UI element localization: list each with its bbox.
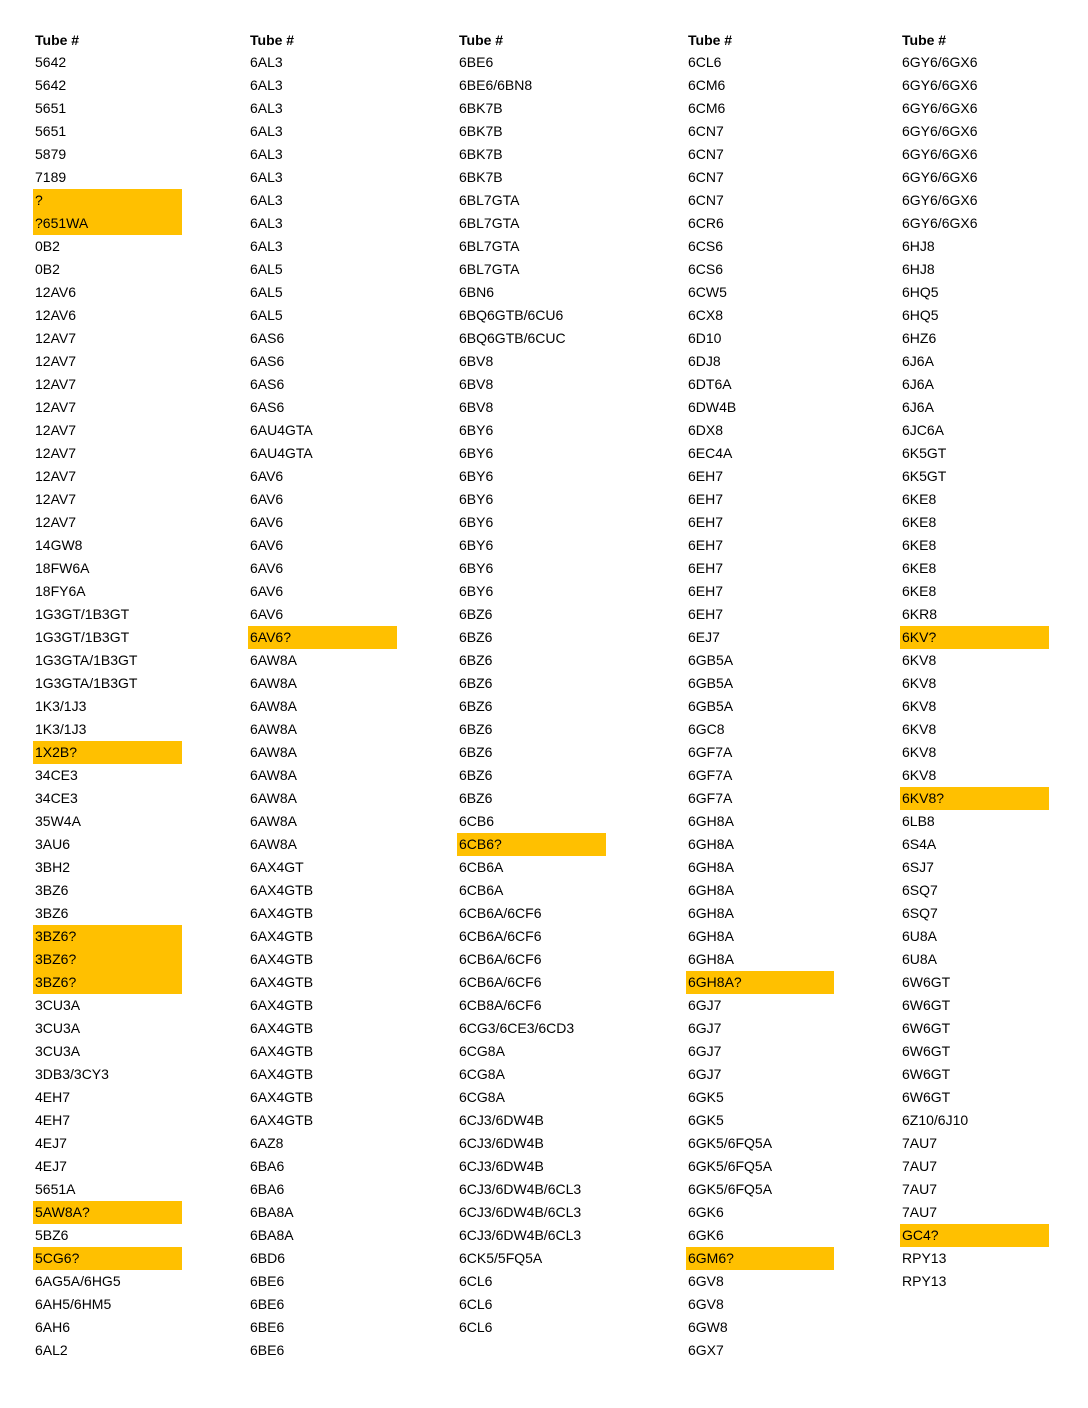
tube-cell: 6CK5/5FQ5A xyxy=(459,1250,543,1266)
tube-cell: 6CG3/6CE3/6CD3 xyxy=(459,1020,575,1036)
highlighted-tube-cell: 5AW8A? xyxy=(33,1201,182,1224)
highlighted-tube-cell: ?651WA xyxy=(33,212,182,235)
tube-cell: 6AX4GTB xyxy=(250,951,314,967)
tube-cell: 6GY6/6GX6 xyxy=(902,100,978,116)
tube-cell: 6AS6 xyxy=(250,399,285,415)
tube-cell: 6AU4GTA xyxy=(250,445,313,461)
tube-cell: 6GY6/6GX6 xyxy=(902,146,978,162)
tube-cell: 6BE6 xyxy=(250,1273,285,1289)
tube-cell: 6BK7B xyxy=(459,146,503,162)
tube-cell: 6KE8 xyxy=(902,514,937,530)
tube-cell: 6GV8 xyxy=(688,1296,724,1312)
tube-cell: 6AW8A xyxy=(250,836,297,852)
tube-cell: 12AV7 xyxy=(35,353,76,369)
highlighted-tube-cell: 6KV? xyxy=(900,626,1049,649)
highlighted-tube-cell: 6GH8A? xyxy=(686,971,834,994)
tube-cell: 6GY6/6GX6 xyxy=(902,192,978,208)
tube-cell: 6EH7 xyxy=(688,583,724,599)
tube-cell: 6CX8 xyxy=(688,307,724,323)
tube-cell: 6AW8A xyxy=(250,675,297,691)
tube-cell: 6DT6A xyxy=(688,376,732,392)
tube-column-2 xyxy=(248,29,397,1362)
tube-cell: 6GC8 xyxy=(688,721,725,737)
tube-cell: 6AH6 xyxy=(35,1319,71,1335)
tube-cell: 6W6GT xyxy=(902,1066,951,1082)
tube-cell: 6EH7 xyxy=(688,468,724,484)
tube-cell: 6CW5 xyxy=(688,284,727,300)
tube-cell: 14GW8 xyxy=(35,537,83,553)
tube-cell: 6AX4GTB xyxy=(250,1066,314,1082)
tube-cell: 1K3/1J3 xyxy=(35,721,87,737)
tube-cell: 6GH8A xyxy=(688,859,734,875)
tube-cell: 3BZ6 xyxy=(35,882,69,898)
tube-cell: 6AV6 xyxy=(250,560,284,576)
highlighted-tube-cell: 6GM6? xyxy=(686,1247,834,1270)
tube-cell: 6BY6 xyxy=(459,491,494,507)
tube-cell: 6BY6 xyxy=(459,537,494,553)
tube-cell: 6EH7 xyxy=(688,491,724,507)
tube-cell: 6BA6 xyxy=(250,1181,285,1197)
tube-cell: 6J6A xyxy=(902,353,934,369)
tube-cell: 6AV6 xyxy=(250,537,284,553)
tube-cell: 3AU6 xyxy=(35,836,71,852)
tube-cell: 6AX4GT xyxy=(250,859,304,875)
tube-cell: 6HJ8 xyxy=(902,238,935,254)
column-header: Tube # xyxy=(688,32,733,48)
tube-cell: 6AL2 xyxy=(35,1342,68,1358)
tube-cell: 6CB6 xyxy=(459,813,495,829)
tube-cell: 6BE6 xyxy=(250,1342,285,1358)
tube-cell: 6AZ8 xyxy=(250,1135,284,1151)
tube-cell: 6KE8 xyxy=(902,583,937,599)
tube-cell: 6GY6/6GX6 xyxy=(902,54,978,70)
tube-cell: 6U8A xyxy=(902,928,938,944)
tube-cell: 4EJ7 xyxy=(35,1135,67,1151)
tube-cell: 4EH7 xyxy=(35,1112,71,1128)
tube-cell: 6LB8 xyxy=(902,813,935,829)
tube-cell: 0B2 xyxy=(35,261,60,277)
tube-cell: 6BL7GTA xyxy=(459,192,520,208)
tube-cell: 6EH7 xyxy=(688,514,724,530)
tube-cell: 6AW8A xyxy=(250,790,297,806)
tube-cell: 6GH8A xyxy=(688,882,734,898)
tube-cell: 6AL3 xyxy=(250,77,283,93)
tube-cell: 6DX8 xyxy=(688,422,724,438)
tube-cell: 4EH7 xyxy=(35,1089,71,1105)
tube-cell: 6GX7 xyxy=(688,1342,724,1358)
tube-cell: 6AX4GTB xyxy=(250,997,314,1013)
tube-cell: 3CU3A xyxy=(35,997,81,1013)
tube-cell: 6AW8A xyxy=(250,721,297,737)
tube-cell: 6GB5A xyxy=(688,675,734,691)
highlighted-tube-cell: GC4? xyxy=(900,1224,1049,1247)
tube-cell: 6GF7A xyxy=(688,767,733,783)
tube-cell: 6CB6A xyxy=(459,859,504,875)
tube-cell: 6BQ6GTB/6CU6 xyxy=(459,307,564,323)
tube-cell: 6BK7B xyxy=(459,123,503,139)
tube-cell: 6AX4GTB xyxy=(250,1112,314,1128)
tube-cell: 5BZ6 xyxy=(35,1227,69,1243)
tube-cell: 6EJ7 xyxy=(688,629,720,645)
tube-column-1 xyxy=(33,29,182,1362)
tube-cell: 6EH7 xyxy=(688,606,724,622)
tube-cell: 6W6GT xyxy=(902,1020,951,1036)
tube-cell: 6CJ3/6DW4B xyxy=(459,1135,544,1151)
tube-cell: 1G3GT/1B3GT xyxy=(35,606,130,622)
tube-cell: 12AV7 xyxy=(35,514,76,530)
tube-cell: 6EH7 xyxy=(688,537,724,553)
tube-cell: 6AX4GTB xyxy=(250,905,314,921)
tube-cell: 6CN7 xyxy=(688,192,724,208)
tube-cell: 5651 xyxy=(35,123,67,139)
tube-cell: 6GB5A xyxy=(688,652,734,668)
tube-cell: 1K3/1J3 xyxy=(35,698,87,714)
tube-cell: 12AV7 xyxy=(35,399,76,415)
tube-cell: 6GY6/6GX6 xyxy=(902,169,978,185)
tube-cell: 6AL3 xyxy=(250,146,283,162)
tube-cell: 6BQ6GTB/6CUC xyxy=(459,330,566,346)
tube-cell: 6CJ3/6DW4B xyxy=(459,1112,544,1128)
tube-cell: 6GJ7 xyxy=(688,997,722,1013)
tube-cell: 6KV8 xyxy=(902,698,937,714)
tube-cell: 6CS6 xyxy=(688,261,724,277)
tube-cell: 6J6A xyxy=(902,376,934,392)
tube-cell: 6CJ3/6DW4B/6CL3 xyxy=(459,1181,582,1197)
tube-cell: 6BL7GTA xyxy=(459,215,520,231)
tube-cell: 7AU7 xyxy=(902,1135,938,1151)
tube-cell: 7189 xyxy=(35,169,67,185)
tube-cell: 6EC4A xyxy=(688,445,733,461)
tube-cell: 6GH8A xyxy=(688,905,734,921)
tube-cell: 6BV8 xyxy=(459,376,494,392)
tube-cell: 6D10 xyxy=(688,330,722,346)
tube-cell: 1G3GT/1B3GT xyxy=(35,629,130,645)
tube-cell: 6AS6 xyxy=(250,353,285,369)
tube-cell: 6CB8A/6CF6 xyxy=(459,997,542,1013)
tube-cell: 6AU4GTA xyxy=(250,422,313,438)
tube-cell: 6GV8 xyxy=(688,1273,724,1289)
tube-cell: 6AV6 xyxy=(250,583,284,599)
tube-cell: 6GK6 xyxy=(688,1227,724,1243)
tube-cell: 6KV8 xyxy=(902,652,937,668)
tube-cell: 6KV8 xyxy=(902,767,937,783)
tube-cell: 6Z10/6J10 xyxy=(902,1112,969,1128)
tube-cell: 6CN7 xyxy=(688,146,724,162)
tube-cell: 6AX4GTB xyxy=(250,1020,314,1036)
tube-cell: 6BN6 xyxy=(459,284,495,300)
tube-cell: 6BL7GTA xyxy=(459,261,520,277)
tube-cell: 6CB6A xyxy=(459,882,504,898)
tube-cell: 6BZ6 xyxy=(459,652,493,668)
tube-cell: 18FY6A xyxy=(35,583,86,599)
tube-cell: 6SQ7 xyxy=(902,882,938,898)
tube-cell: 6EH7 xyxy=(688,560,724,576)
tube-cell: 7AU7 xyxy=(902,1181,938,1197)
tube-cell: 12AV7 xyxy=(35,422,76,438)
tube-cell: 3BZ6 xyxy=(35,905,69,921)
tube-cell: 6BA6 xyxy=(250,1158,285,1174)
tube-cell: 18FW6A xyxy=(35,560,90,576)
column-header: Tube # xyxy=(35,32,80,48)
tube-cell: RPY13 xyxy=(902,1250,947,1266)
tube-cell: 6BA8A xyxy=(250,1204,294,1220)
column-header: Tube # xyxy=(902,32,947,48)
tube-cell: 6GY6/6GX6 xyxy=(902,77,978,93)
tube-cell: 6K5GT xyxy=(902,468,947,484)
tube-cell: 12AV7 xyxy=(35,376,76,392)
highlighted-tube-cell: 3BZ6? xyxy=(33,971,182,994)
tube-cell: 6BY6 xyxy=(459,583,494,599)
tube-cell: 6BY6 xyxy=(459,560,494,576)
tube-cell: 6GK5/6FQ5A xyxy=(688,1135,773,1151)
tube-cell: 6AL3 xyxy=(250,238,283,254)
tube-cell: 6AV6 xyxy=(250,514,284,530)
tube-cell: 6BK7B xyxy=(459,169,503,185)
highlighted-tube-cell: 6AV6? xyxy=(248,626,397,649)
tube-cell: 7AU7 xyxy=(902,1158,938,1174)
tube-cell: RPY13 xyxy=(902,1273,947,1289)
tube-cell: 6W6GT xyxy=(902,1089,951,1105)
tube-cell: 6AW8A xyxy=(250,652,297,668)
tube-cell: 3BH2 xyxy=(35,859,71,875)
tube-cell: 6CR6 xyxy=(688,215,724,231)
tube-cell: 6GF7A xyxy=(688,790,733,806)
tube-cell: 6GJ7 xyxy=(688,1020,722,1036)
tube-cell: 6AL3 xyxy=(250,169,283,185)
tube-cell: 6BZ6 xyxy=(459,744,493,760)
tube-cell: 6CG8A xyxy=(459,1066,505,1082)
tube-cell: 6BY6 xyxy=(459,445,494,461)
tube-cell: 6BZ6 xyxy=(459,629,493,645)
tube-cell: 12AV6 xyxy=(35,307,76,323)
tube-cell: 12AV7 xyxy=(35,491,76,507)
highlighted-tube-cell: 6KV8? xyxy=(900,787,1049,810)
tube-cell: 6GW8 xyxy=(688,1319,728,1335)
tube-cell: 6BZ6 xyxy=(459,675,493,691)
tube-cell: 35W4A xyxy=(35,813,81,829)
tube-cell: 6W6GT xyxy=(902,997,951,1013)
tube-cell: 6J6A xyxy=(902,399,934,415)
tube-cell: 6CG8A xyxy=(459,1043,505,1059)
tube-cell: 3CU3A xyxy=(35,1020,81,1036)
tube-cell: 6CB6A/6CF6 xyxy=(459,951,542,967)
tube-cell: 6AS6 xyxy=(250,376,285,392)
tube-cell: 5651A xyxy=(35,1181,76,1197)
tube-cell: 6CL6 xyxy=(459,1319,493,1335)
tube-cell: 6GH8A xyxy=(688,928,734,944)
tube-cell: 6AL5 xyxy=(250,284,283,300)
tube-cell: 6CM6 xyxy=(688,100,726,116)
tube-cell: 6CL6 xyxy=(688,54,722,70)
tube-cell: 6AX4GTB xyxy=(250,882,314,898)
tube-cell: 6BK7B xyxy=(459,100,503,116)
highlighted-tube-cell: 6CB6? xyxy=(457,833,606,856)
tube-cell: 6AV6 xyxy=(250,468,284,484)
tube-cell: 6DW4B xyxy=(688,399,737,415)
tube-cell: 6BE6 xyxy=(459,54,494,70)
tube-cell: 12AV7 xyxy=(35,468,76,484)
tube-cell: 6AW8A xyxy=(250,698,297,714)
tube-cell: 6CN7 xyxy=(688,169,724,185)
tube-cell: 6KE8 xyxy=(902,491,937,507)
tube-cell: 6AV6 xyxy=(250,491,284,507)
tube-cell: 6HQ5 xyxy=(902,284,939,300)
tube-cell: 6AX4GTB xyxy=(250,1043,314,1059)
tube-cell: 6BZ6 xyxy=(459,790,493,806)
tube-cell: 4EJ7 xyxy=(35,1158,67,1174)
tube-cell: 6BV8 xyxy=(459,399,494,415)
tube-cell: 6GK5 xyxy=(688,1089,724,1105)
tube-cell: 6U8A xyxy=(902,951,938,967)
tube-cell: 6CN7 xyxy=(688,123,724,139)
tube-cell: 6CG8A xyxy=(459,1089,505,1105)
tube-cell: 6BY6 xyxy=(459,422,494,438)
tube-cell: 6AL3 xyxy=(250,54,283,70)
tube-cell: 6CB6A/6CF6 xyxy=(459,928,542,944)
tube-cell: 6HJ8 xyxy=(902,261,935,277)
tube-cell: 6AW8A xyxy=(250,767,297,783)
tube-column-4 xyxy=(686,29,834,1362)
tube-cell: 6GK5/6FQ5A xyxy=(688,1181,773,1197)
column-header: Tube # xyxy=(250,32,295,48)
tube-cell: 6AL3 xyxy=(250,192,283,208)
tube-cell: 34CE3 xyxy=(35,767,78,783)
tube-cell: 12AV7 xyxy=(35,445,76,461)
tube-cell: 6BZ6 xyxy=(459,721,493,737)
tube-cell: 7AU7 xyxy=(902,1204,938,1220)
tube-cell: 6GF7A xyxy=(688,744,733,760)
tube-cell: 6GK5 xyxy=(688,1112,724,1128)
tube-cell: 6CS6 xyxy=(688,238,724,254)
tube-cell: 6BZ6 xyxy=(459,767,493,783)
tube-cell: 6SJ7 xyxy=(902,859,934,875)
tube-column-3 xyxy=(457,29,606,1339)
tube-cell: 3CU3A xyxy=(35,1043,81,1059)
tube-cell: 5642 xyxy=(35,54,67,70)
tube-cell: 6CJ3/6DW4B/6CL3 xyxy=(459,1204,582,1220)
highlighted-tube-cell: 5CG6? xyxy=(33,1247,182,1270)
tube-cell: 6CB6A/6CF6 xyxy=(459,974,542,990)
tube-column-5 xyxy=(900,29,1049,1293)
tube-cell: 6KE8 xyxy=(902,560,937,576)
tube-cell: 6BA8A xyxy=(250,1227,294,1243)
tube-cell: 6AL3 xyxy=(250,215,283,231)
tube-cell: 6CJ3/6DW4B/6CL3 xyxy=(459,1227,582,1243)
tube-cell: 34CE3 xyxy=(35,790,78,806)
highlighted-tube-cell: 1X2B? xyxy=(33,741,182,764)
tube-cell: 6CB6A/6CF6 xyxy=(459,905,542,921)
tube-cell: 1G3GTA/1B3GT xyxy=(35,652,138,668)
tube-cell: 6BE6 xyxy=(250,1296,285,1312)
tube-cell: 6DJ8 xyxy=(688,353,721,369)
tube-cell: 6GH8A xyxy=(688,813,734,829)
tube-cell: 6BD6 xyxy=(250,1250,286,1266)
tube-cell: 6GY6/6GX6 xyxy=(902,123,978,139)
tube-cell: 12AV6 xyxy=(35,284,76,300)
tube-cell: 6K5GT xyxy=(902,445,947,461)
tube-cell: 6S4A xyxy=(902,836,937,852)
tube-cell: 6W6GT xyxy=(902,974,951,990)
tube-cell: 6GH8A xyxy=(688,836,734,852)
tube-cell: 6BZ6 xyxy=(459,698,493,714)
column-header: Tube # xyxy=(459,32,504,48)
highlighted-tube-cell: ? xyxy=(33,189,182,212)
tube-cell: 1G3GTA/1B3GT xyxy=(35,675,138,691)
tube-cell: 6AL3 xyxy=(250,123,283,139)
tube-cell: 6AW8A xyxy=(250,813,297,829)
tube-cell: 6HQ5 xyxy=(902,307,939,323)
tube-cell: 6BE6/6BN8 xyxy=(459,77,533,93)
tube-cell: 6GK5/6FQ5A xyxy=(688,1158,773,1174)
tube-cell: 12AV7 xyxy=(35,330,76,346)
highlighted-tube-cell: 3BZ6? xyxy=(33,948,182,971)
tube-cell: 0B2 xyxy=(35,238,60,254)
tube-cell: 6GJ7 xyxy=(688,1066,722,1082)
tube-cell: 6BY6 xyxy=(459,468,494,484)
tube-cell: 6W6GT xyxy=(902,1043,951,1059)
tube-cell: 6HZ6 xyxy=(902,330,937,346)
tube-cell: 6GY6/6GX6 xyxy=(902,215,978,231)
tube-cell: 6JC6A xyxy=(902,422,945,438)
tube-cell: 6KV8 xyxy=(902,744,937,760)
tube-cell: 6AL5 xyxy=(250,261,283,277)
tube-cell: 6AW8A xyxy=(250,744,297,760)
tube-cell: 6AV6 xyxy=(250,606,284,622)
tube-cell: 6BZ6 xyxy=(459,606,493,622)
tube-cell: 6SQ7 xyxy=(902,905,938,921)
highlighted-tube-cell: 3BZ6? xyxy=(33,925,182,948)
tube-cell: 6AX4GTB xyxy=(250,974,314,990)
tube-cell: 5642 xyxy=(35,77,67,93)
tube-cell: 6AH5/6HM5 xyxy=(35,1296,112,1312)
tube-cell: 6CM6 xyxy=(688,77,726,93)
tube-cell: 6GJ7 xyxy=(688,1043,722,1059)
tube-cell: 6GB5A xyxy=(688,698,734,714)
tube-cell: 3DB3/3CY3 xyxy=(35,1066,109,1082)
tube-cell: 6GH8A xyxy=(688,951,734,967)
tube-cell: 6BV8 xyxy=(459,353,494,369)
tube-cell: 6BY6 xyxy=(459,514,494,530)
tube-cell: 6KE8 xyxy=(902,537,937,553)
tube-cell: 6BE6 xyxy=(250,1319,285,1335)
tube-cell: 6GK6 xyxy=(688,1204,724,1220)
tube-cell: 6KV8 xyxy=(902,721,937,737)
tube-cell: 5879 xyxy=(35,146,67,162)
tube-cell: 6AX4GTB xyxy=(250,928,314,944)
tube-cell: 6AG5A/6HG5 xyxy=(35,1273,121,1289)
tube-cell: 5651 xyxy=(35,100,67,116)
tube-cell: 6AX4GTB xyxy=(250,1089,314,1105)
tube-cell: 6KV8 xyxy=(902,675,937,691)
tube-cell: 6AL5 xyxy=(250,307,283,323)
tube-cell: 6CJ3/6DW4B xyxy=(459,1158,544,1174)
tube-cell: 6KR8 xyxy=(902,606,938,622)
tube-cell: 6AS6 xyxy=(250,330,285,346)
tube-cell: 6BL7GTA xyxy=(459,238,520,254)
tube-cell: 6CL6 xyxy=(459,1273,493,1289)
tube-cell: 6CL6 xyxy=(459,1296,493,1312)
tube-cell: 6AL3 xyxy=(250,100,283,116)
